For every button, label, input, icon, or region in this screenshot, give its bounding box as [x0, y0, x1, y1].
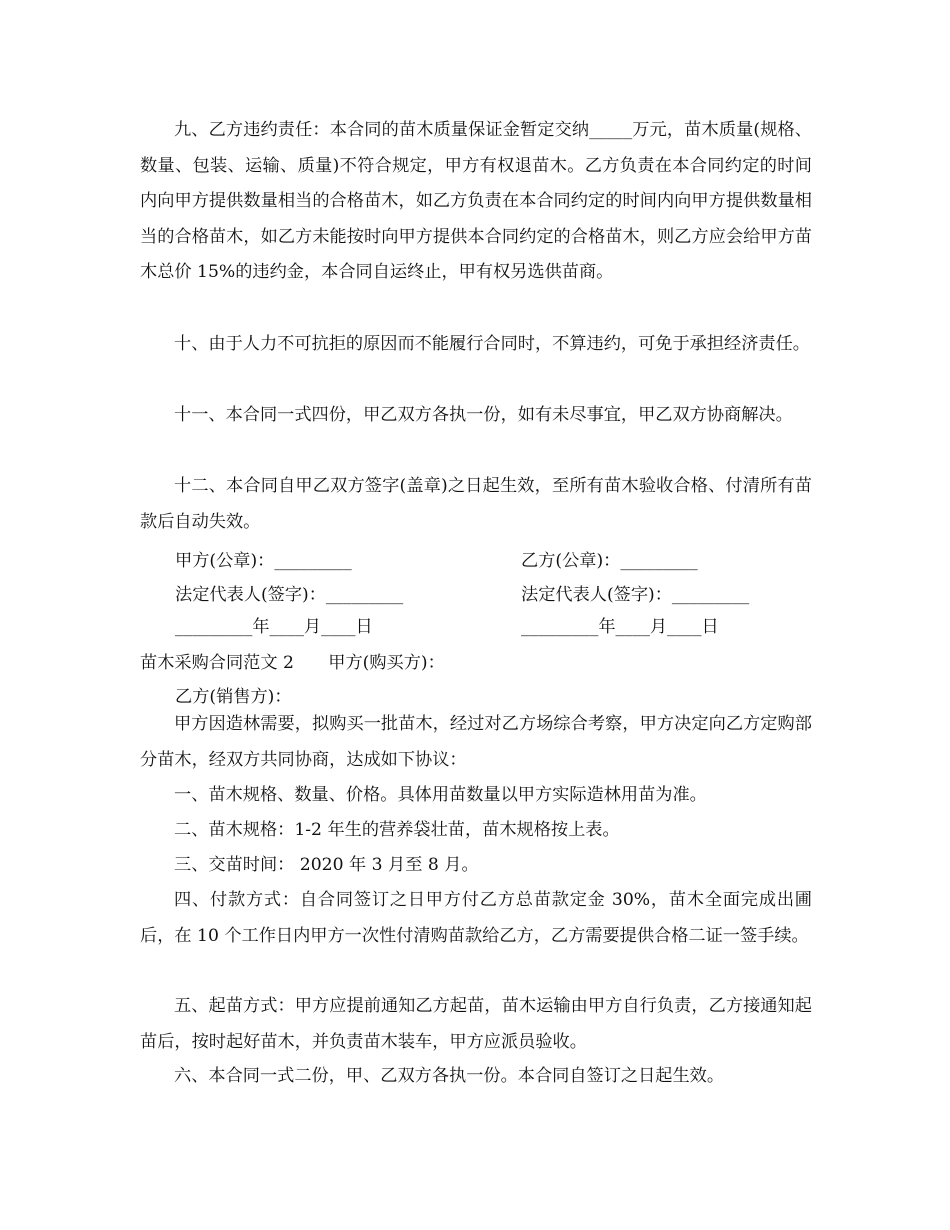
party-a-seal: 甲方(公章)：_________: [175, 551, 352, 571]
party-a-date: _________年____月____日: [175, 617, 373, 637]
article-4: 四、付款方式：自合同签订之日甲方付乙方总苗款定金 30%，苗木全面完成出圃后，在 10 个工作日内甲方一次性付清购苗款给乙方，乙方需要提供合格二证一签手续。: [140, 890, 812, 946]
clause-9: 九、乙方违约责任：本合同的苗木质量保证金暂定交纳_____万元，苗木质量(规格、数量、包装、运输、质量)不符合规定，甲方有权退苗木。乙方负责在本合同约定的时间内向甲方提供数量相当的合格苗木，如乙方负责在本合同约定的时间内向甲方提供数量相当的合格苗木，如乙方未能按时向甲方提供本合同约定的合格苗木，则乙方应会给甲方苗木总价 15%的违约金，本合同自运终止，甲有权另选供苗商。: [140, 120, 812, 283]
seller-line: 乙方(销售方)：: [175, 687, 292, 707]
party-b-seal: 乙方(公章)：_________: [521, 551, 698, 571]
article-2: 二、苗木规格：1-2 年生的营养袋壮苗，苗木规格按上表。: [174, 820, 620, 840]
second-contract-heading: 苗木采购合同范文 2 甲方(购买方)：: [140, 653, 445, 673]
clause-12: 十二、本合同自甲乙双方签字(盖章)之日起生效，至所有苗木验收合格、付清所有苗款后自动失效。: [140, 476, 812, 532]
party-b-date: _________年____月____日: [521, 617, 719, 637]
clause-11: 十一、本合同一式四份，甲乙双方各执一份，如有未尽事宜，甲乙双方协商解决。: [174, 405, 793, 425]
clause-10: 十、由于人力不可抗拒的原因而不能履行合同时，不算违约，可免于承担经济责任。: [174, 334, 810, 354]
intro-paragraph: 甲方因造林需要，拟购买一批苗木，经过对乙方场综合考察，甲方决定向乙方定购部分苗木，经双方共同协商，达成如下协议：: [140, 714, 812, 770]
article-5: 五、起苗方式：甲方应提前通知乙方起苗，苗木运输由甲方自行负责，乙方接通知起苗后，按时起好苗木，并负责苗木装车，甲方应派员验收。: [140, 996, 812, 1052]
article-1: 一、苗木规格、数量、价格。具体用苗数量以甲方实际造林用苗为准。: [174, 785, 707, 805]
article-3: 三、交苗时间： 2020 年 3 月至 8 月。: [174, 855, 479, 875]
party-b-representative: 法定代表人(签字)：_________: [521, 585, 750, 605]
party-a-representative: 法定代表人(签字)：_________: [175, 585, 404, 605]
article-6: 六、本合同一式二份，甲、乙双方各执一份。本合同自签订之日起生效。: [174, 1066, 725, 1086]
